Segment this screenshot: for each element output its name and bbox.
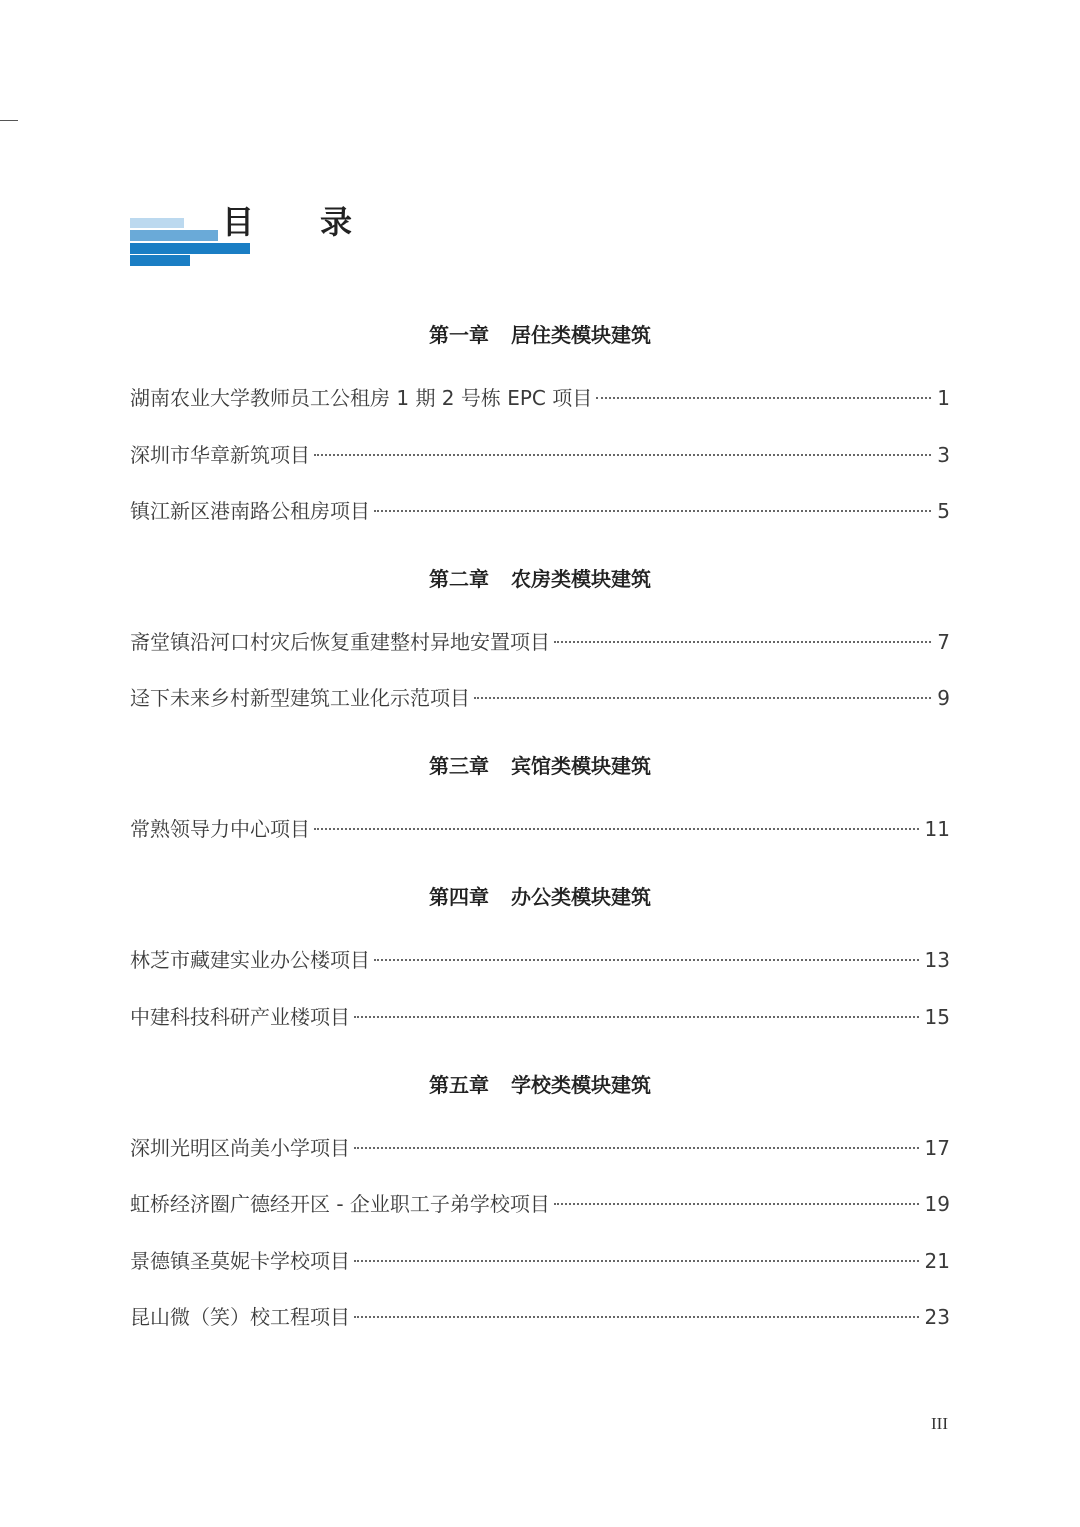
toc-entry-page: 7 [937, 630, 950, 654]
chapter-heading[interactable] [130, 752, 950, 780]
dot-leader [474, 697, 931, 699]
toc-entry-page: 1 [937, 386, 950, 410]
toc-entry[interactable] [130, 1190, 950, 1218]
toc-entry[interactable] [130, 497, 950, 525]
corner-mark [0, 120, 18, 121]
toc-entry[interactable] [130, 1134, 950, 1162]
chapter-number: 第一章 [429, 323, 489, 347]
toc-entry[interactable] [130, 1003, 950, 1031]
toc-heading [130, 200, 530, 280]
toc-entry-title: 常熟领导力中心项目 [130, 817, 310, 841]
toc-entry-title: 中建科技科研产业楼项目 [130, 1005, 350, 1029]
heading-accent-bar [130, 218, 184, 228]
chapter-heading[interactable] [130, 321, 950, 349]
dot-leader [596, 397, 931, 399]
dot-leader [354, 1316, 919, 1318]
toc-entry-page: 15 [924, 1005, 950, 1029]
toc-entry-title: 湖南农业大学教师员工公租房 1 期 2 号栋 EPC 项目 [130, 386, 593, 410]
chapter-heading[interactable] [130, 565, 950, 593]
chapter-number: 第三章 [429, 754, 489, 778]
toc-entry[interactable] [130, 384, 950, 412]
toc-entry[interactable] [130, 441, 950, 469]
dot-leader [314, 454, 931, 456]
toc-entry[interactable] [130, 815, 950, 843]
dot-leader [554, 641, 931, 643]
dot-leader [354, 1147, 919, 1149]
dot-leader [374, 510, 931, 512]
dot-leader [314, 828, 919, 830]
chapter-name: 学校类模块建筑 [511, 1073, 651, 1097]
toc-entry-title: 迳下未来乡村新型建筑工业化示范项目 [130, 686, 470, 710]
heading-accent-bar [130, 243, 250, 254]
chapter-heading[interactable] [130, 883, 950, 911]
toc-entry-page: 11 [924, 817, 950, 841]
toc-entry-title: 林芝市藏建实业办公楼项目 [130, 948, 370, 972]
toc-entry-page: 17 [924, 1136, 950, 1160]
dot-leader [354, 1260, 919, 1262]
toc-entry-page: 19 [924, 1192, 950, 1216]
toc-entry[interactable] [130, 628, 950, 656]
toc-entry[interactable] [130, 684, 950, 712]
toc-entry-page: 9 [937, 686, 950, 710]
toc-entry-page: 13 [924, 948, 950, 972]
toc-entry-title: 深圳光明区尚美小学项目 [130, 1136, 350, 1160]
page-title-char: 录 [320, 203, 353, 241]
chapter-number: 第四章 [429, 885, 489, 909]
toc-entry-page: 21 [924, 1249, 950, 1273]
toc-entry-title: 昆山微（笑）校工程项目 [130, 1305, 350, 1329]
chapter-name: 宾馆类模块建筑 [511, 754, 651, 778]
heading-accent-bar [130, 230, 218, 241]
chapter-name: 办公类模块建筑 [511, 885, 651, 909]
toc-entry-title: 景德镇圣莫妮卡学校项目 [130, 1249, 350, 1273]
toc-entry-page: 5 [937, 499, 950, 523]
chapter-name: 居住类模块建筑 [511, 323, 651, 347]
chapter-name: 农房类模块建筑 [511, 567, 651, 591]
heading-accent-bar [130, 255, 190, 266]
chapter-heading[interactable] [130, 1071, 950, 1099]
toc-entry-title: 深圳市华章新筑项目 [130, 443, 310, 467]
chapter-number: 第五章 [429, 1073, 489, 1097]
dot-leader [374, 959, 919, 961]
toc-entry-title: 斋堂镇沿河口村灾后恢复重建整村异地安置项目 [130, 630, 550, 654]
toc-entry-title: 镇江新区港南路公租房项目 [130, 499, 370, 523]
toc-entry-page: 23 [924, 1305, 950, 1329]
dot-leader [554, 1203, 919, 1205]
dot-leader [354, 1016, 919, 1018]
toc-entry-title: 虹桥经济圈广德经开区 - 企业职工子弟学校项目 [130, 1192, 550, 1216]
toc-entry[interactable] [130, 1303, 950, 1331]
chapter-number: 第二章 [429, 567, 489, 591]
page-title-char: 目 [222, 203, 255, 241]
toc-entry[interactable] [130, 946, 950, 974]
page-number: III [931, 1414, 948, 1433]
toc-entry[interactable] [130, 1247, 950, 1275]
toc-entry-page: 3 [937, 443, 950, 467]
